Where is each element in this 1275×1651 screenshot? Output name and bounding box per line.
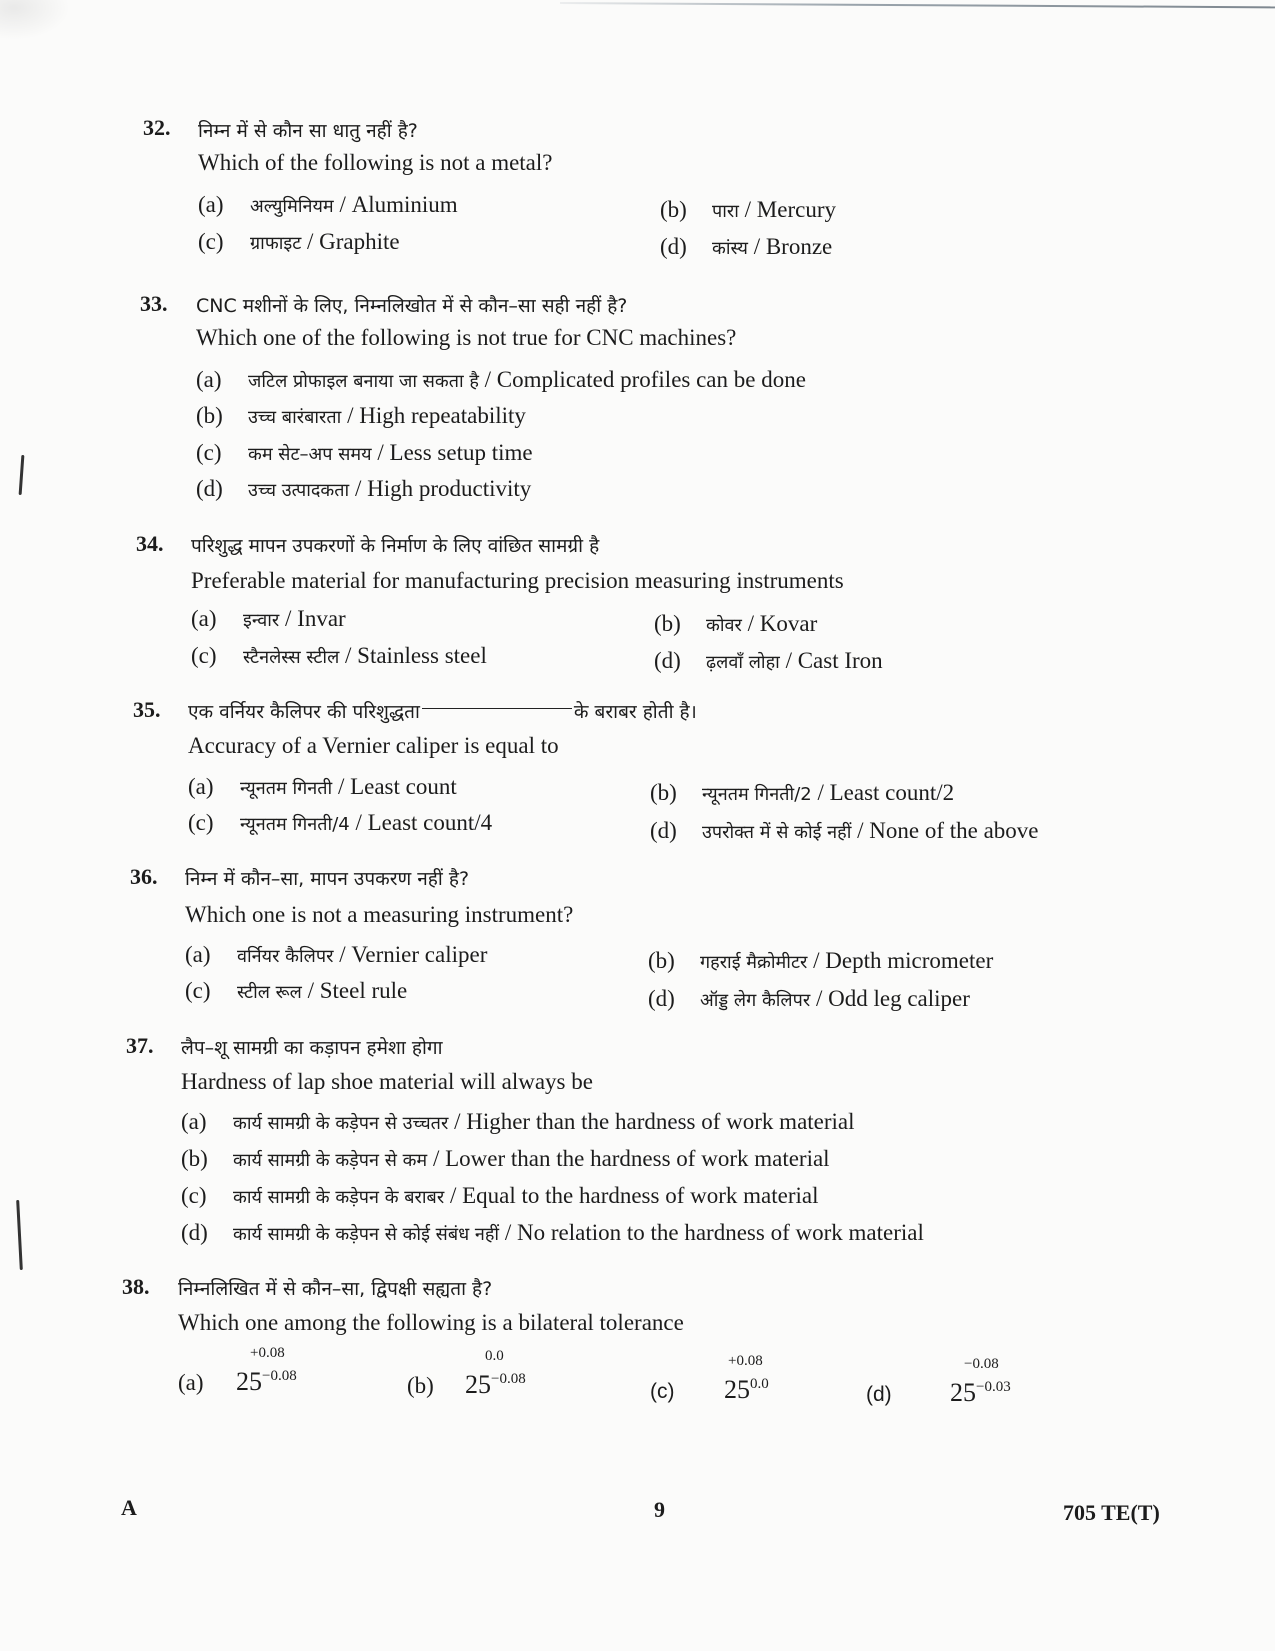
question-text-hindi: निम्न में से कौन सा धातु नहीं है? — [198, 120, 418, 142]
question-text-english: Which one is not a measuring instrument? — [185, 902, 574, 927]
option-b[interactable]: (b) न्यूनतम गिनती/2 / Least count/2 — [650, 780, 955, 805]
tolerance-expression — [950, 1356, 1011, 1408]
option-a[interactable]: (a) अल्युमिनियम / Aluminium — [198, 192, 458, 217]
option-b[interactable]: (b) कोवर / Kovar — [654, 611, 818, 636]
margin-mark — [16, 1200, 23, 1270]
option-a[interactable]: (a) कार्य सामग्री के कड़ेपन से उच्चतर / Higher than the hardness of work material — [181, 1109, 855, 1134]
question-text-hindi: CNC मशीनों के लिए, निम्नलिखोत में से कौन–सा सही नहीं है? — [196, 295, 628, 317]
question-text-english: Hardness of lap shoe material will always be — [181, 1069, 593, 1094]
page-number: 9 — [654, 1497, 665, 1522]
margin-mark — [19, 455, 25, 495]
question-text-english: Which one among the following is a bilateral tolerance — [178, 1310, 684, 1335]
option-c[interactable]: (c) स्टैनलेस्स स्टील / Stainless steel — [191, 643, 487, 668]
option-b[interactable]: (b) कार्य सामग्री के कड़ेपन से कम / Lower than the hardness of work material — [181, 1146, 830, 1171]
lower-deviation: −0.03 — [976, 1379, 1011, 1395]
question-text-hindi: निम्न में कौन–सा, मापन उपकरण नहीं है? — [185, 868, 470, 890]
basic-size: 25 — [950, 1378, 976, 1407]
option-a[interactable]: (a) +0.08 $25^{-0.08}$ — [178, 1345, 297, 1396]
option-d[interactable]: (d) ढ़लवाँ लोहा / Cast Iron — [654, 648, 883, 673]
scan-edge-line — [560, 2, 1275, 8]
question-number: 37. — [126, 1033, 154, 1058]
fill-in-blank — [422, 708, 572, 709]
option-b[interactable]: (b) गहराई मैक्रोमीटर / Depth micrometer — [648, 948, 994, 973]
question-text-english: Which of the following is not a metal? — [198, 150, 553, 175]
option-c[interactable]: (c) न्यूनतम गिनती/4 / Least count/4 — [188, 810, 493, 835]
option-d[interactable]: (d) उच्च उत्पादकता / High productivity — [196, 476, 532, 501]
lower-deviation: 0.0 — [750, 1376, 769, 1392]
option-d[interactable]: (d) ऑड्ड लेग कैलिपर / Odd leg caliper — [648, 986, 970, 1011]
option-c[interactable]: (c) +0.08 $25^{0.0}$ — [650, 1353, 769, 1404]
question-text-english: Accuracy of a Vernier caliper is equal to — [188, 733, 559, 758]
upper-deviation: +0.08 — [250, 1345, 285, 1361]
upper-deviation: −0.08 — [964, 1356, 999, 1372]
question-number: 34. — [136, 531, 164, 556]
question-number: 35. — [133, 697, 161, 722]
question-number: 36. — [130, 864, 158, 889]
option-d[interactable]: (d) उपरोक्त में से कोई नहीं / None of the above — [650, 818, 1039, 843]
option-b[interactable]: (b) पारा / Mercury — [660, 197, 836, 222]
option-a[interactable]: (a) इन्वार / Invar — [191, 606, 346, 631]
section-code: A — [121, 1495, 137, 1520]
lower-deviation: −0.08 — [262, 1368, 297, 1384]
question-text-hindi: लैप–शू सामग्री का कड़ापन हमेशा होगा — [181, 1037, 443, 1059]
question-text-hindi: निम्नलिखित में से कौन–सा, द्विपक्षी सह्यता है? — [178, 1278, 493, 1300]
scan-shadow — [0, 0, 70, 40]
option-c[interactable]: (c) ग्राफाइट / Graphite — [198, 229, 400, 254]
lower-deviation: −0.08 — [491, 1371, 526, 1387]
question-text-hindi — [188, 698, 697, 724]
basic-size: 25 — [465, 1370, 491, 1399]
question-number: 32. — [143, 115, 171, 140]
question-text-hindi-end: के बराबर होती है। — [573, 701, 697, 723]
question-text-english: Which one of the following is not true for CNC machines? — [196, 325, 737, 350]
option-a[interactable]: (a) जटिल प्रोफाइल बनाया जा सकता है / Complicated profiles can be done — [196, 367, 806, 392]
option-d[interactable]: (d) कार्य सामग्री के कड़ेपन से कोई संबंध नहीं / No relation to the hardness of work material — [181, 1220, 924, 1245]
question-text-hindi-start: एक वर्नियर कैलिपर की परिशुद्धता — [188, 701, 420, 723]
option-a[interactable]: (a) न्यूनतम गिनती / Least count — [188, 774, 457, 799]
question-number: 38. — [122, 1274, 150, 1299]
question-text-english: Preferable material for manufacturing precision measuring instruments — [191, 568, 844, 593]
tolerance-expression — [724, 1353, 769, 1405]
upper-deviation: 0.0 — [485, 1348, 504, 1364]
basic-size: 25 — [724, 1375, 750, 1404]
option-a[interactable]: (a) वर्नियर कैलिपर / Vernier caliper — [185, 942, 488, 967]
option-c[interactable]: (c) कार्य सामग्री के कड़ेपन के बराबर / Equal to the hardness of work material — [181, 1183, 819, 1208]
option-b[interactable]: (b) उच्च बारंबारता / High repeatability — [196, 403, 526, 428]
paper-code: 705 TE(T) — [1063, 1500, 1160, 1525]
basic-size: 25 — [236, 1367, 262, 1396]
upper-deviation: +0.08 — [728, 1353, 763, 1369]
option-c[interactable]: (c) स्टील रूल / Steel rule — [185, 978, 408, 1003]
option-d[interactable]: (d) −0.08 $25^{-0.03}$ — [866, 1356, 1011, 1407]
option-d[interactable]: (d) कांस्य / Bronze — [660, 234, 833, 259]
option-b[interactable]: (b) 0.0 $25^{-0.08}$ — [407, 1348, 526, 1399]
question-text-hindi: परिशुद्ध मापन उपकरणों के निर्माण के लिए वांछित सामग्री है — [191, 535, 600, 557]
option-c[interactable]: (c) कम सेट–अप समय / Less setup time — [196, 440, 533, 465]
question-number: 33. — [140, 291, 168, 316]
